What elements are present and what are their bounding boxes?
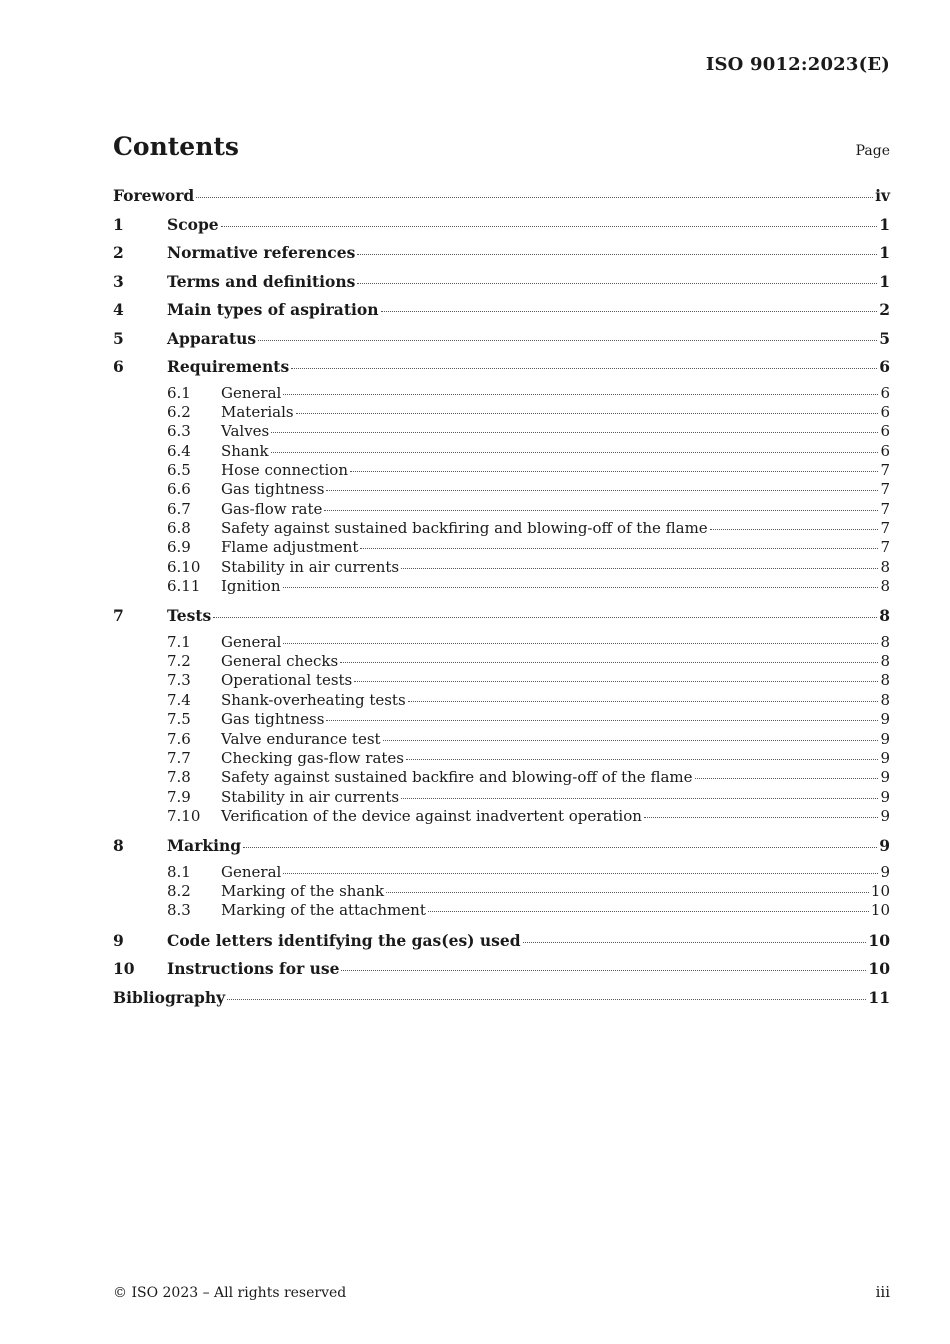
toc-entry-title: Code letters identifying the gas(es) used xyxy=(167,930,521,950)
toc-entry[interactable] xyxy=(113,957,890,986)
toc-entry-title: Bibliography xyxy=(113,987,226,1007)
page-column-label: Page xyxy=(855,143,890,159)
toc-subentry[interactable] xyxy=(113,671,890,690)
toc-entry-title: Tests xyxy=(167,606,212,626)
toc-entry-title: Scope xyxy=(167,214,219,234)
toc-subentry[interactable] xyxy=(113,652,890,671)
toc-entry-title: General xyxy=(221,632,282,651)
dot-leader xyxy=(644,817,879,818)
toc-entry-page: 9 xyxy=(879,836,890,856)
dot-leader xyxy=(710,529,879,530)
dot-leader xyxy=(341,970,866,971)
toc-subentry-number: 6.4 xyxy=(167,441,191,460)
toc-entry-page: 1 xyxy=(879,271,890,291)
toc-entry-page: 8 xyxy=(880,652,890,671)
dot-leader xyxy=(381,311,878,312)
toc-subentry-number: 7.2 xyxy=(167,652,191,671)
toc-entry-page: 9 xyxy=(880,862,890,881)
toc-subentry-number: 6.3 xyxy=(167,422,191,441)
toc-subentry-number: 6.1 xyxy=(167,383,191,402)
toc-subentry[interactable] xyxy=(113,500,890,519)
toc-entry-title: Hose connection xyxy=(221,460,349,479)
toc-entry-page: 7 xyxy=(880,460,890,479)
toc-entry-page: 8 xyxy=(880,557,890,576)
toc-entry-page: 6 xyxy=(879,357,890,376)
toc-entry[interactable] xyxy=(113,213,890,242)
toc-entry-page: 10 xyxy=(870,901,890,920)
dot-leader xyxy=(401,568,878,569)
toc-subentry[interactable] xyxy=(113,730,890,749)
toc-entry-number: 8 xyxy=(113,836,124,856)
toc-entry-page: 9 xyxy=(880,768,890,787)
toc-entry-title: Apparatus xyxy=(167,328,257,348)
toc-entry-title: Safety against sustained backfiring and blowing-off of the flame xyxy=(221,518,708,537)
toc-entry-title: Main types of aspiration xyxy=(167,300,379,319)
toc-entry-title: Gas-flow rate xyxy=(221,499,323,518)
toc-subentry[interactable] xyxy=(113,710,890,729)
toc-subentry-number: 7.3 xyxy=(167,671,191,690)
toc-subentry[interactable] xyxy=(113,768,890,787)
toc-subentry-number: 6.11 xyxy=(167,576,201,595)
toc-subentry[interactable] xyxy=(113,577,890,596)
toc-entry-number: 6 xyxy=(113,357,124,376)
toc-entry-page: 6 xyxy=(880,402,890,421)
dot-leader xyxy=(360,548,878,549)
toc-entry[interactable] xyxy=(113,929,890,958)
toc-subentry[interactable] xyxy=(113,558,890,577)
toc-entry-title: Normative references xyxy=(167,243,356,262)
toc-subentry-number: 8.3 xyxy=(167,901,191,920)
toc-subentry[interactable] xyxy=(113,538,890,557)
toc-entry-number: 2 xyxy=(113,243,124,262)
toc-subentry-number: 7.10 xyxy=(167,806,201,825)
toc-subentry[interactable] xyxy=(113,422,890,441)
dot-leader xyxy=(283,587,879,588)
toc-entry[interactable] xyxy=(113,327,890,356)
toc-subentry-number: 6.10 xyxy=(167,557,201,576)
toc-entry-title: Valves xyxy=(221,422,270,441)
toc-entry-page: 7 xyxy=(880,518,890,537)
toc-entry-page: 9 xyxy=(880,729,890,748)
toc-subentry-number: 6.7 xyxy=(167,499,191,518)
toc-entry-title: Instructions for use xyxy=(167,959,340,979)
toc-subentry-number: 6.6 xyxy=(167,480,191,499)
toc-entry-page: 8 xyxy=(880,632,890,651)
dot-leader xyxy=(283,643,878,644)
toc-subentry[interactable] xyxy=(113,442,890,461)
dot-leader xyxy=(221,226,878,227)
contents-heading: Contents xyxy=(113,132,240,161)
toc-entry-number: 9 xyxy=(113,930,124,950)
toc-entry-page: 5 xyxy=(879,328,890,348)
toc-entry-number: 5 xyxy=(113,328,124,348)
toc-entry-page: 7 xyxy=(880,538,890,557)
toc-entry-number: 7 xyxy=(113,606,124,626)
toc-entry-page: 8 xyxy=(880,671,890,690)
table-of-contents xyxy=(113,184,890,1014)
toc-subentry-number: 7.7 xyxy=(167,748,191,767)
dot-leader xyxy=(401,798,878,799)
toc-subentry[interactable] xyxy=(113,461,890,480)
toc-subentry-number: 7.6 xyxy=(167,729,191,748)
dot-leader xyxy=(357,283,877,284)
dot-leader xyxy=(227,999,866,1000)
toc-entry-title: Flame adjustment xyxy=(221,538,359,557)
toc-entry-title: Verification of the device against inadvertent operation xyxy=(221,806,642,825)
toc-entry-title: Safety against sustained backfire and blowing-off of the flame xyxy=(221,768,693,787)
toc-entry-title: Requirements xyxy=(167,357,290,376)
toc-subentry-number: 8.1 xyxy=(167,862,191,881)
toc-subentry[interactable] xyxy=(113,882,890,901)
toc-entry-page: 8 xyxy=(880,690,890,709)
toc-entry-title: Stability in air currents xyxy=(221,787,400,806)
dot-leader xyxy=(428,911,869,912)
toc-entry-number: 4 xyxy=(113,300,124,319)
toc-entry-page: 1 xyxy=(879,214,890,234)
dot-leader xyxy=(386,892,869,893)
toc-entry-page: 8 xyxy=(879,606,890,626)
toc-entry-page: 7 xyxy=(880,480,890,499)
toc-entry[interactable] xyxy=(113,270,890,299)
toc-entry-page: 10 xyxy=(870,882,890,901)
toc-entry-page: iv xyxy=(875,186,890,205)
toc-entry-number: 3 xyxy=(113,271,124,291)
toc-entry-title: Marking xyxy=(167,836,242,856)
toc-entry-title: Operational tests xyxy=(221,671,353,690)
toc-entry-title: Shank-overheating tests xyxy=(221,690,406,709)
toc-entry-title: General xyxy=(221,862,282,881)
toc-entry-title: Stability in air currents xyxy=(221,557,400,576)
dot-leader xyxy=(283,873,878,874)
toc-subentry-number: 7.4 xyxy=(167,690,191,709)
dot-leader xyxy=(291,368,877,369)
toc-subentry-number: 6.5 xyxy=(167,460,191,479)
dot-leader xyxy=(213,617,877,618)
toc-entry[interactable] xyxy=(113,355,890,384)
toc-subentry-number: 6.2 xyxy=(167,402,191,421)
dot-leader xyxy=(523,942,867,943)
toc-subentry[interactable] xyxy=(113,519,890,538)
dot-leader xyxy=(258,340,877,341)
toc-entry-page: 6 xyxy=(880,422,890,441)
toc-entry-page: 8 xyxy=(880,576,890,595)
toc-entry-title: Materials xyxy=(221,402,294,421)
toc-entry-title: Marking of the shank xyxy=(221,882,385,901)
toc-subentry-number: 7.5 xyxy=(167,710,191,729)
dot-leader xyxy=(271,432,878,433)
dot-leader xyxy=(326,490,878,491)
copyright-notice: © ISO 2023 – All rights reserved xyxy=(113,1285,347,1301)
toc-entry-page: 1 xyxy=(879,243,890,262)
toc-entry-page: 11 xyxy=(868,987,890,1007)
dot-leader xyxy=(383,740,879,741)
toc-subentry-number: 7.8 xyxy=(167,768,191,787)
toc-entry-page: 9 xyxy=(880,787,890,806)
toc-entry[interactable] xyxy=(113,241,890,270)
dot-leader xyxy=(196,197,873,198)
toc-entry-number: 10 xyxy=(113,959,135,979)
toc-subentry-number: 6.9 xyxy=(167,538,191,557)
page-number: iii xyxy=(875,1283,890,1301)
dot-leader xyxy=(695,778,879,779)
toc-entry[interactable] xyxy=(113,604,890,633)
dot-leader xyxy=(271,452,879,453)
toc-subentry-number: 7.9 xyxy=(167,787,191,806)
document-id: ISO 9012:2023(E) xyxy=(705,54,890,75)
toc-entry[interactable] xyxy=(113,298,890,327)
toc-subentry[interactable] xyxy=(113,633,890,652)
toc-subentry[interactable] xyxy=(113,901,890,920)
toc-entry-title: Valve endurance test xyxy=(221,729,381,748)
toc-entry-title: Gas tightness xyxy=(221,710,325,729)
toc-entry-page: 2 xyxy=(879,300,890,319)
toc-subentry[interactable] xyxy=(113,788,890,807)
toc-subentry[interactable] xyxy=(113,807,890,826)
dot-leader xyxy=(406,759,878,760)
toc-entry-page: 6 xyxy=(880,441,890,460)
toc-entry-page: 6 xyxy=(880,383,890,402)
dot-leader xyxy=(350,471,878,472)
dot-leader xyxy=(326,720,878,721)
dot-leader xyxy=(354,681,878,682)
toc-subentry[interactable] xyxy=(113,691,890,710)
toc-entry-title: Shank xyxy=(221,441,269,460)
toc-entry[interactable] xyxy=(113,986,890,1015)
toc-subentry[interactable] xyxy=(113,749,890,768)
dot-leader xyxy=(340,662,878,663)
toc-entry-title: General checks xyxy=(221,652,339,671)
toc-entry-page: 10 xyxy=(868,930,890,950)
dot-leader xyxy=(283,394,878,395)
toc-entry-title: Foreword xyxy=(113,186,195,205)
toc-entry-page: 9 xyxy=(880,806,890,825)
toc-entry-title: General xyxy=(221,383,282,402)
toc-subentry-number: 6.8 xyxy=(167,518,191,537)
toc-subentry[interactable] xyxy=(113,480,890,499)
dot-leader xyxy=(408,701,879,702)
toc-subentry-number: 8.2 xyxy=(167,882,191,901)
toc-entry-page: 7 xyxy=(880,499,890,518)
dot-leader xyxy=(357,254,877,255)
toc-subentry[interactable] xyxy=(113,384,890,403)
toc-entry-title: Ignition xyxy=(221,576,281,595)
toc-entry-page: 10 xyxy=(868,959,890,979)
dot-leader xyxy=(243,847,877,848)
toc-entry-title: Checking gas-flow rates xyxy=(221,748,405,767)
toc-subentry[interactable] xyxy=(113,403,890,422)
toc-entry[interactable] xyxy=(113,184,890,213)
toc-entry[interactable] xyxy=(113,834,890,863)
toc-entry-page: 9 xyxy=(880,710,890,729)
toc-entry-title: Terms and definitions xyxy=(167,271,356,291)
toc-entry-page: 9 xyxy=(880,748,890,767)
toc-subentry[interactable] xyxy=(113,863,890,882)
toc-subentry-number: 7.1 xyxy=(167,632,191,651)
toc-entry-number: 1 xyxy=(113,214,124,234)
dot-leader xyxy=(324,510,878,511)
toc-entry-title: Gas tightness xyxy=(221,480,325,499)
dot-leader xyxy=(296,413,879,414)
toc-entry-title: Marking of the attachment xyxy=(221,901,426,920)
